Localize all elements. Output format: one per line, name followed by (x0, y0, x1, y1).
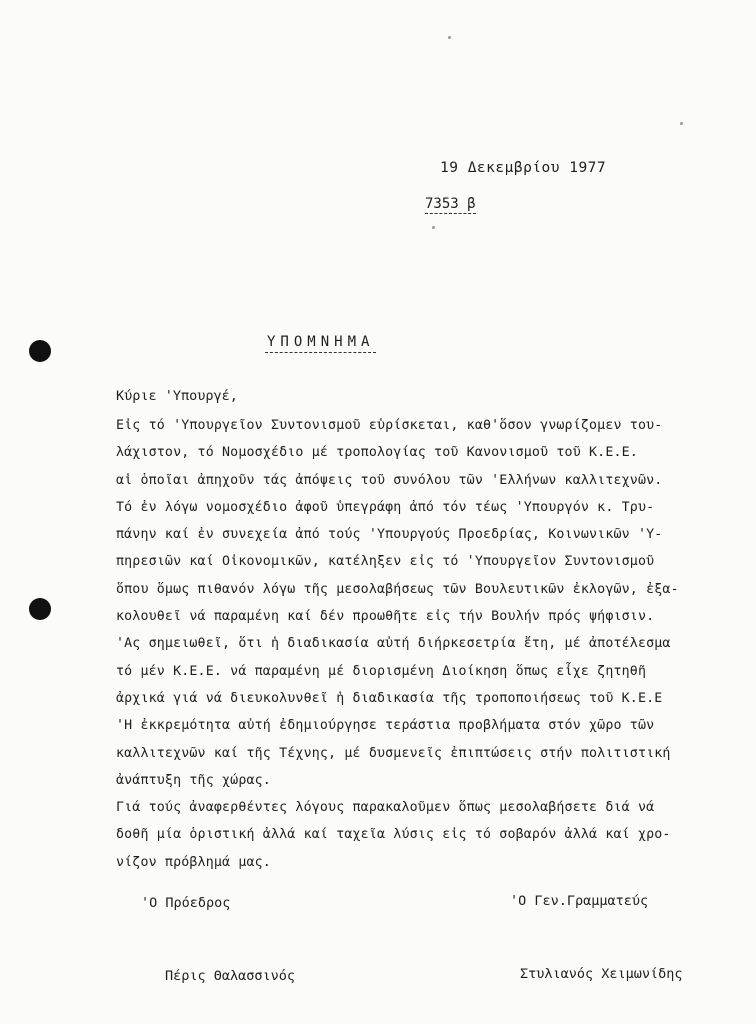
paper-speck (432, 226, 435, 229)
body-line: Εἰς τό 'Υπουργεῖον Συντονισμοῦ εὑρίσκεται, καθ'ὅσον γνωρίζομεν του- (116, 418, 663, 433)
document-heading: ΥΠΟΜΝΗΜΑ (265, 334, 376, 353)
punch-hole-top (29, 340, 51, 362)
body-line: 'Η ἐκκρεμότητα αὐτή ἐδημιούργησε τεράστια προβλήματα στόν χῶρο τῶν (116, 718, 655, 734)
body-line: κολουθεῖ νά παραμένη καί δέν προωθῆτε εἰς τήν Βουλήν πρός ψήφισιν. (116, 609, 655, 625)
body-line: ἀνάπτυξη τῆς χώρας. (116, 772, 271, 788)
paper-speck (448, 36, 451, 39)
body-line: αἱ ὁποῖαι ἀπηχοῦν τάς ἀπόψεις τοῦ συνόλου τῶν 'Ελλήνων καλλιτεχνῶν. (116, 472, 663, 488)
letter-date: 19 Δεκεμβρίου 1977 (440, 160, 607, 176)
reference-number: 7353 β (425, 196, 476, 212)
signature-name-president: Πέρις Θαλασσινός (165, 968, 296, 984)
signature-name-secretary: Στυλιανός Χειμωνίδης (520, 966, 683, 982)
body-line: ὅπου ὅμως πιθανόν λόγω τῆς μεσολαβήσεως τῶν Βουλευτικῶν ἐκλογῶν, ἐξα- (116, 581, 679, 597)
punch-hole-bottom (29, 598, 51, 620)
paper-speck (680, 122, 683, 125)
body-line: πηρεσιῶν καί Οἰκονομικῶν, κατέληξεν εἰς τό 'Υπουργεῖον Συντονισμοῦ (116, 554, 655, 570)
body-line: καλλιτεχνῶν καί τῆς Τέχνης, μέ δυσμενεῖς ἐπιπτώσεις στήν πολιτιστική (116, 745, 671, 761)
body-line: νίζον πρόβλημά μας. (116, 854, 271, 870)
body-line: τό μέν Κ.Ε.Ε. νά παραμένη μέ διορισμένη Διοίκηση ὅπως εἶχε ζητηθῆ (116, 663, 647, 679)
body-line: Γιά τούς ἀναφερθέντες λόγους παρακαλοῦμεν ὅπως μεσολαβήσετε διά νά (116, 800, 655, 816)
signature-title-secretary: 'Ο Γεν.Γραμματεύς (510, 893, 649, 909)
body-line: λάχιστον, τό Νομοσχέδιο μέ τροπολογίας τοῦ Κανονισμοῦ τοῦ Κ.Ε.Ε. (116, 445, 638, 461)
body-line: 'Ας σημειωθεῖ, ὅτι ἡ διαδικασία αὐτή διήρκεσετρία ἔτη, μέ ἀποτέλεσμα (116, 636, 671, 652)
signature-title-president: 'Ο Πρόεδρος (141, 895, 231, 911)
body-line: δοθῆ μία ὁριστική ἀλλά καί ταχεῖα λύσις εἰς τό σοβαρόν ἀλλά καί χρο- (116, 827, 671, 843)
body-line: Τό ἐν λόγω νομοσχέδιο ἀφοῦ ὑπεγράφη ἀπό τόν τέως 'Υπουργόν κ. Τρυ- (116, 499, 655, 515)
salutation: Κύριε 'Υπουργέ, (116, 388, 238, 404)
body-line: ἀρχικά γιά νά διευκολυνθεῖ ἡ διαδικασία τῆς τροποποιήσεως τοῦ Κ.Ε.Ε (116, 690, 663, 706)
body-line: πάνην καί ἐν συνεχεία ἀπό τούς 'Υπουργούς Προεδρίας, Κοινωνικῶν 'Υ- (116, 527, 663, 543)
letter-body (116, 416, 741, 880)
